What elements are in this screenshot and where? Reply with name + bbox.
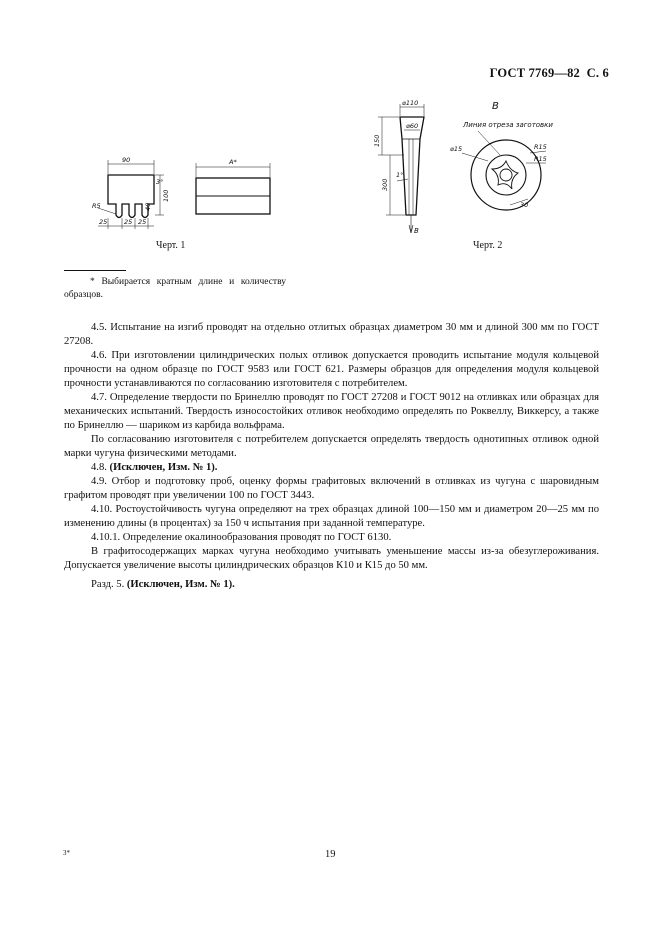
section-label: B <box>492 101 499 112</box>
dim-bottom-2: 25 <box>124 218 133 226</box>
paragraph-section-5: Разд. 5. (Исключен, Изм. № 1). <box>91 579 235 590</box>
paragraph-4-7: 4.7. Определение твердости по Бринеллю проводят по ГОСТ 27208 и ГОСТ 9012 на отливках или образцах для механических испытаний. Твердость износостойких отливок необходимо определять по Роквеллу, Виккерсу, а также по Бринеллю — шариком из карбида вольфрама. <box>64 392 599 431</box>
paragraph-4-10-1-note: В графитосодержащих марках чугуна необходимо учитывать уменьшение массы из-за обезуглероживания. Допускается увеличение высоты цилиндрических образцов К10 и К15 до 50 мм. <box>64 546 599 571</box>
figure-2-drawing <box>360 97 590 239</box>
dim-angle: 1° <box>396 171 404 179</box>
dim-angle: 3° <box>156 178 164 186</box>
paragraph-4-5: 4.5. Испытание на изгиб проводят на отдельно отлитых образцах диаметром 30 мм и длиной 300 мм по ГОСТ 27208. <box>64 322 599 347</box>
standard-number: ГОСТ 7769—82 <box>489 66 581 80</box>
dim-width: 90 <box>122 156 131 164</box>
figure-1-caption: Черт. 1 <box>156 240 186 251</box>
dim-bottom-3: 25 <box>138 218 147 226</box>
dim-bottom-1: 25 <box>99 218 108 226</box>
footnote: * Выбирается кратным длине и количеству образцов. <box>64 277 286 300</box>
dim-radius: R5 <box>92 202 101 210</box>
dim-radius-2: R15 <box>534 155 547 163</box>
paragraph-4-9: 4.9. Отбор и подготовку проб, оценку формы графитовых включений в отливках из чугуна с шаровидным графитом проводят при увеличении 100 по ГОСТ 3443. <box>64 476 599 501</box>
page-label: С. 6 <box>586 66 609 80</box>
paragraph-4-7-note: По согласованию изготовителя с потребителем допускается определять твердость однотипных отливок одной марки чугуна физическими методами. <box>64 434 599 459</box>
dim-top-diameter: ⌀110 <box>402 99 419 107</box>
main-text <box>64 321 599 592</box>
dim-radius-1: R15 <box>534 143 547 151</box>
cut-line-note: Линия отреза заготовки <box>463 121 553 129</box>
dim-slot-height: 40 <box>144 202 152 211</box>
paragraph-4-10-1: 4.10.1. Определение окалинообразования проводят по ГОСТ 6130. <box>91 532 392 543</box>
dim-inner-diameter: ⌀60 <box>406 122 419 130</box>
page-header <box>490 66 609 81</box>
section-arrow-label: B <box>414 227 419 235</box>
paragraph-4-10: 4.10. Ростоустойчивость чугуна определяют на трех образцах длиной 100—150 мм и диаметром 20—25 мм по изменению длины (в процентах) за 150 ч испытания при заданной температуре. <box>64 504 599 529</box>
dim-height: 100 <box>162 189 170 202</box>
signature-mark: 3* <box>63 849 70 857</box>
paragraph-4-6: 4.6. При изготовлении цилиндрических полых отливок допускается проводить испытание модуля кольцевой прочности на одном образце по ГОСТ 9583 или ГОСТ 621. Размеры образцов для определения модуля кольцевой прочности устанавливаются по согласованию изготовителя с потребителем. <box>64 350 599 389</box>
dim-length-asterisk: A* <box>229 158 237 166</box>
dim-total-height: 300 <box>381 178 389 191</box>
figure-1-drawing <box>88 150 288 232</box>
dim-width-30: 30 <box>520 201 529 209</box>
paragraph-4-8: 4.8. (Исключен, Изм. № 1). <box>91 462 218 473</box>
dim-top-height: 150 <box>373 134 381 147</box>
figure-2-caption: Черт. 2 <box>473 240 503 251</box>
footnote-divider <box>64 270 126 271</box>
page-number: 19 <box>325 849 336 860</box>
dim-hole-diameter: ⌀15 <box>450 145 463 153</box>
